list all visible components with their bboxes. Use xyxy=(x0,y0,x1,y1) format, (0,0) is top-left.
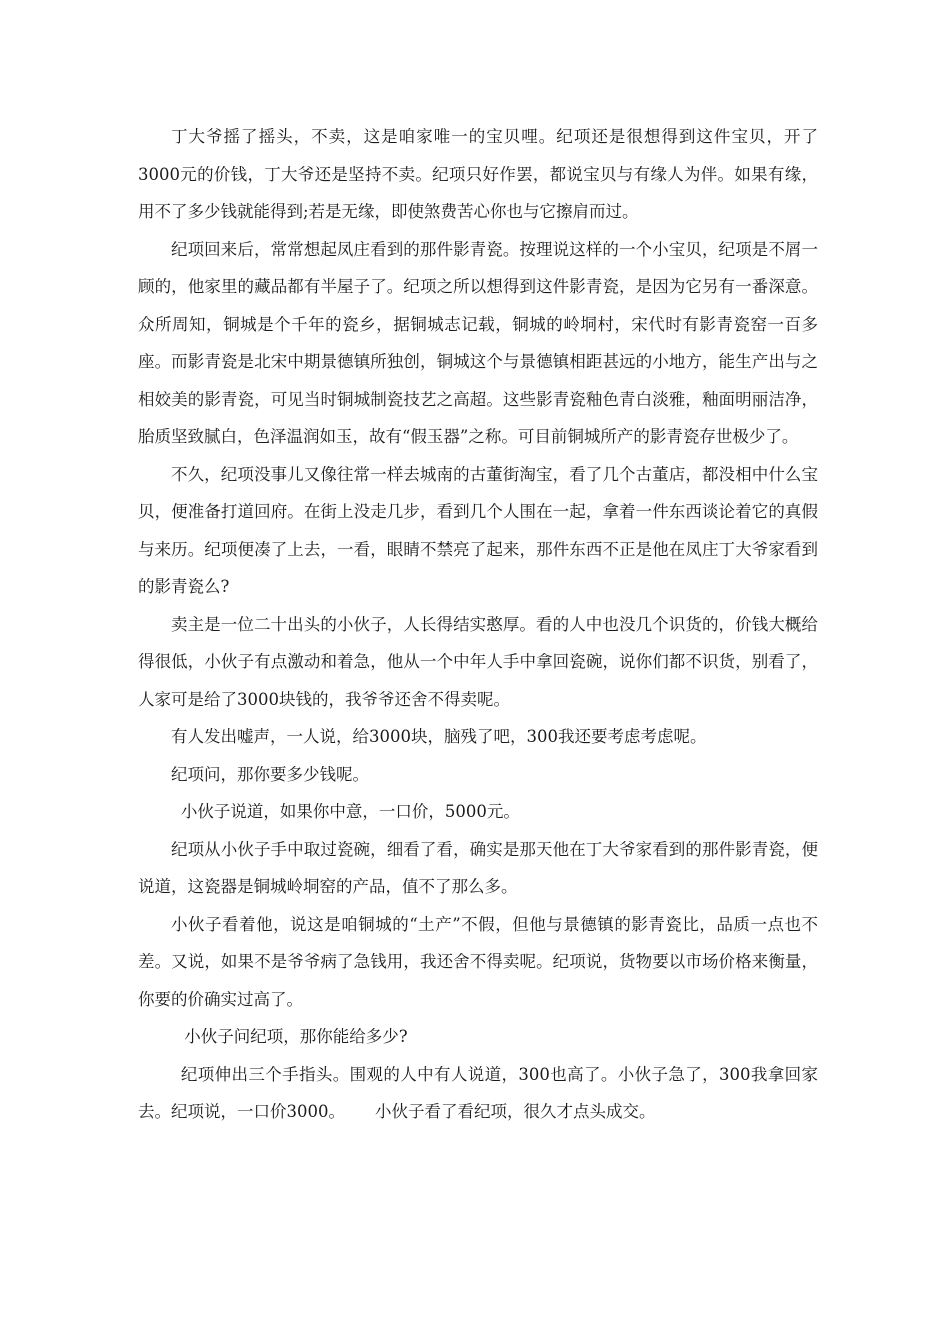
paragraph-5: 有人发出嘘声，一人说，给3000块，脑残了吧，300我还要考虑考虑呢。 xyxy=(171,727,707,746)
paragraph-9: 小伙子看着他，说这是咱铜城的“土产”不假，但他与景德镇的影青瓷比，品质一点也不差。又说，如果不是爷爷病了急钱用，我还舍不得卖呢。纪项说，货物要以市场价格来衡量，你要的价确实过高了。 xyxy=(138,914,818,1009)
paragraph-10: 小伙子问纪项，那你能给多少? xyxy=(184,1027,408,1046)
paragraph-11-text: 纪项伸出三个手指头。围观的人中有人说道，300也高了。小伙子急了，300我拿回家去。纪项说，一口价3000。 xyxy=(138,1064,818,1121)
paragraph-2: 纪项回来后，常常想起凤庄看到的那件影青瓷。按理说这样的一个小宝贝，纪项是不屑一顾的，他家里的藏品都有半屋子了。纪项之所以想得到这件影青瓷，是因为它另有一番深意。众所周知，铜城是个千年的瓷乡，据铜城志记载，铜城的岭垌村，宋代时有影青瓷窑一百多座。而影青瓷是北宋中期景德镇所独创，铜城这个与景德镇相距甚远的小地方，能生产出与之相姣美的影青瓷，可见当时铜城制瓷技艺之高超。这些影青瓷釉色青白淡雅，釉面明丽洁净，胎质坚致腻白，色泽温润如玉，故有“假玉器”之称。可目前铜城所产的影青瓷存世极少了。 xyxy=(138,239,818,446)
paragraph-1: 丁大爷摇了摇头，不卖，这是咱家唯一的宝贝哩。纪项还是很想得到这件宝贝，开了3000元的价钱，丁大爷还是坚持不卖。纪项只好作罢，都说宝贝与有缘人为伴。如果有缘，用不了多少钱就能得到;若是无缘，即使煞费苦心你也与它擦肩而过。 xyxy=(138,127,818,221)
paragraph-4: 卖主是一位二十出头的小伙子，人长得结实憨厚。看的人中也没几个识货的，价钱大概给得很低，小伙子有点激动和着急，他从一个中年人手中拿回瓷碗，说你们都不识货，别看了，人家可是给了3000块钱的，我爷爷还舍不得卖呢。 xyxy=(138,614,818,709)
paragraph-7: 小伙子说道，如果你中意，一口价，5000元。 xyxy=(180,802,520,821)
paragraph-3: 不久，纪项没事儿又像往常一样去城南的古董街淘宝，看了几个古董店，都没相中什么宝贝，便准备打道回府。在街上没走几步，看到几个人围在一起，拿着一件东西谈论着它的真假与来历。纪项便凑了上去，一看，眼睛不禁亮了起来，那件东西不正是他在凤庄丁大爷家看到的影青瓷么? xyxy=(138,464,818,596)
document-body xyxy=(138,118,818,1131)
paragraph-6: 纪项问，那你要多少钱呢。 xyxy=(171,764,369,784)
paragraph-11 xyxy=(138,1056,818,1131)
paragraph-8: 纪项从小伙子手中取过瓷碗，细看了看，确实是那天他在丁大爷家看到的那件影青瓷，便说道，这瓷器是铜城岭垌窑的产品，值不了那么多。 xyxy=(138,839,818,896)
paragraph-12-text: 小伙子看了看纪项，很久才点头成交。 xyxy=(375,1102,656,1121)
